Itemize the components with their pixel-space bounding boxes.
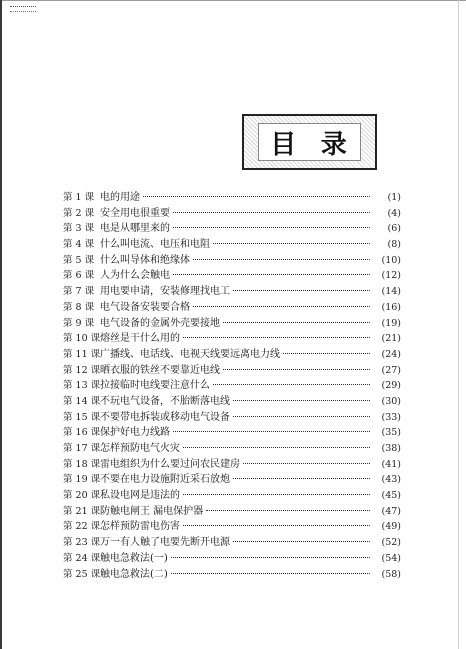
- dot-leader: [243, 463, 370, 464]
- toc-row[interactable]: [63, 378, 401, 394]
- lesson-title: 雷电组织为什么要过问农民建房: [100, 458, 240, 470]
- page-number: (58): [381, 568, 401, 580]
- toc-row[interactable]: [63, 519, 401, 535]
- corner-mark-decoration: [10, 6, 36, 12]
- dot-leader: [233, 416, 370, 417]
- lesson-title: 广播线、电话线、电视天线要远离电力线: [100, 348, 280, 360]
- dot-leader: [233, 290, 370, 291]
- lesson-title: 人为什么会触电: [100, 270, 170, 282]
- page-number: (29): [381, 380, 401, 392]
- toc-row[interactable]: [63, 488, 401, 504]
- toc-row[interactable]: [63, 472, 401, 488]
- dot-leader: [173, 274, 370, 275]
- toc-row[interactable]: [63, 284, 401, 300]
- contents-heading-frame: [242, 114, 377, 170]
- page-number: (35): [381, 427, 401, 439]
- dot-leader: [143, 196, 370, 197]
- page-number: (12): [381, 270, 401, 282]
- lesson-title: 怎样预防雷电伤害: [100, 521, 180, 533]
- dot-leader: [173, 227, 370, 228]
- page-number: (43): [381, 474, 401, 486]
- lesson-number: 第 11 课: [63, 348, 101, 360]
- toc-row[interactable]: [63, 206, 401, 222]
- lesson-number: 第 3 课: [63, 223, 95, 235]
- lesson-number: 第 6 课: [63, 270, 95, 282]
- page-number: (19): [381, 317, 401, 329]
- dot-leader: [233, 478, 370, 479]
- lesson-number: 第 9 课: [63, 317, 95, 329]
- page-number: (41): [381, 458, 401, 470]
- dot-leader: [223, 369, 370, 370]
- page-number: (30): [381, 395, 401, 407]
- lesson-title: 不要在电力设施附近采石放炮: [100, 474, 230, 486]
- toc-row[interactable]: [63, 190, 401, 206]
- lesson-number: 第 19 课: [63, 474, 101, 486]
- heading-char-2: 录: [320, 129, 349, 160]
- toc-row[interactable]: [63, 535, 401, 551]
- toc-row[interactable]: [63, 253, 401, 269]
- lesson-title: 电是从哪里来的: [100, 223, 170, 235]
- page-number: (24): [381, 348, 401, 360]
- page-top-edge: [0, 0, 466, 1]
- dot-leader: [183, 447, 370, 448]
- lesson-number: 第 16 课: [63, 427, 101, 439]
- page-number: (45): [381, 490, 401, 502]
- page-number: (14): [381, 286, 401, 298]
- toc-row[interactable]: [63, 268, 401, 284]
- toc-row[interactable]: [63, 331, 401, 347]
- lesson-title: 什么叫电流、电压和电阻: [100, 239, 210, 251]
- lesson-number: 第 22 课: [63, 521, 101, 533]
- lesson-number: 第 8 课: [63, 301, 95, 313]
- toc-row[interactable]: [63, 300, 401, 316]
- lesson-number: 第 17 课: [63, 443, 101, 454]
- lesson-number: 第 2 课: [63, 207, 95, 219]
- page-number: (49): [381, 521, 401, 533]
- toc-row[interactable]: [63, 394, 401, 410]
- toc-row[interactable]: [63, 316, 401, 332]
- dot-leader: [171, 573, 370, 574]
- page-number: (4): [387, 207, 401, 219]
- lesson-title: 万一有人触了电要先断开电源: [100, 537, 230, 549]
- lesson-number: 第 7 课: [63, 286, 95, 298]
- lesson-number: 第 21 课: [63, 505, 101, 517]
- lesson-number: 第 10 课: [63, 333, 101, 345]
- toc-row[interactable]: [63, 221, 401, 237]
- dot-leader: [171, 557, 370, 558]
- dot-leader: [193, 259, 370, 260]
- page-number: (54): [381, 552, 401, 564]
- lesson-title: 保护好电力线路: [100, 427, 170, 439]
- page-number: (27): [381, 364, 401, 376]
- heading-char-1: 目: [270, 129, 299, 160]
- toc-row[interactable]: [63, 567, 401, 583]
- toc-row[interactable]: [63, 410, 401, 426]
- lesson-title: 电气设备的金属外壳要接地: [100, 317, 220, 329]
- lesson-number: 第 18 课: [63, 458, 101, 470]
- lesson-title: 不要带电拆装或移动电气设备: [100, 411, 230, 423]
- page-number: (38): [381, 443, 401, 454]
- lesson-title: 触电急救法(一): [100, 552, 168, 564]
- page-number: (1): [387, 192, 401, 203]
- dot-leader: [283, 353, 370, 354]
- dot-leader: [233, 400, 370, 401]
- dot-leader: [206, 510, 370, 511]
- lesson-number: 第 4 课: [63, 239, 95, 251]
- lesson-title: 触电急救法(二): [100, 568, 168, 580]
- lesson-number: 第 12 课: [63, 364, 101, 376]
- lesson-number: 第 13 课: [63, 380, 101, 392]
- lesson-number: 第 5 课: [63, 254, 95, 266]
- lesson-title: 用电要申请，安装修理找电工: [100, 286, 230, 298]
- toc-row[interactable]: [63, 237, 401, 253]
- lesson-title: 私设电网是违法的: [100, 490, 180, 502]
- lesson-number: 第 15 课: [63, 411, 101, 423]
- page-number: (47): [381, 505, 401, 517]
- toc-row[interactable]: [63, 441, 401, 457]
- page-right-edge: [458, 0, 459, 649]
- lesson-number: 第 23 课: [63, 537, 101, 549]
- toc-row[interactable]: [63, 504, 401, 520]
- lesson-title: 不玩电气设备，不胎断落电线: [100, 395, 230, 407]
- dot-leader: [213, 243, 370, 244]
- contents-heading: [258, 123, 361, 161]
- lesson-number: 第 25 课: [63, 568, 101, 580]
- dot-leader: [233, 541, 370, 542]
- dot-leader: [213, 384, 370, 385]
- toc-row[interactable]: [63, 347, 401, 363]
- lesson-number: 第 1 课: [63, 192, 95, 203]
- page-number: (21): [381, 333, 401, 345]
- lesson-title: 什么叫导体和绝缘体: [100, 254, 190, 266]
- dot-leader: [183, 337, 370, 338]
- toc-row[interactable]: [63, 363, 401, 379]
- lesson-title: 熔丝是干什么用的: [100, 333, 180, 345]
- table-of-contents: [63, 190, 401, 582]
- dot-leader: [183, 494, 370, 495]
- dot-leader: [173, 212, 370, 213]
- dot-leader: [183, 525, 370, 526]
- page-number: (33): [381, 411, 401, 423]
- lesson-title: 拉接临时电线要注意什么: [100, 380, 210, 392]
- toc-row[interactable]: [63, 551, 401, 567]
- lesson-title: 晒衣服的铁丝不要靠近电线: [100, 364, 220, 376]
- page-number: (52): [381, 537, 401, 549]
- lesson-number: 第 14 课: [63, 395, 101, 407]
- lesson-title: 怎样预防电气火灾: [100, 443, 180, 454]
- dot-leader: [193, 306, 370, 307]
- lesson-title: 安全用电很重要: [100, 207, 170, 219]
- toc-row[interactable]: [63, 457, 401, 473]
- lesson-number: 第 24 课: [63, 552, 101, 564]
- lesson-title: 防触电闸王 漏电保护器: [100, 505, 204, 517]
- page-left-edge: [0, 0, 2, 649]
- toc-row[interactable]: [63, 425, 401, 441]
- lesson-number: 第 20 课: [63, 490, 101, 502]
- lesson-title: 电气设备安装要合格: [100, 301, 190, 313]
- page-number: (6): [387, 223, 401, 235]
- page-number: (10): [381, 254, 401, 266]
- dot-leader: [173, 431, 370, 432]
- page-number: (8): [387, 239, 401, 251]
- dot-leader: [223, 322, 370, 323]
- page-number: (16): [381, 301, 401, 313]
- lesson-title: 电的用途: [100, 192, 140, 203]
